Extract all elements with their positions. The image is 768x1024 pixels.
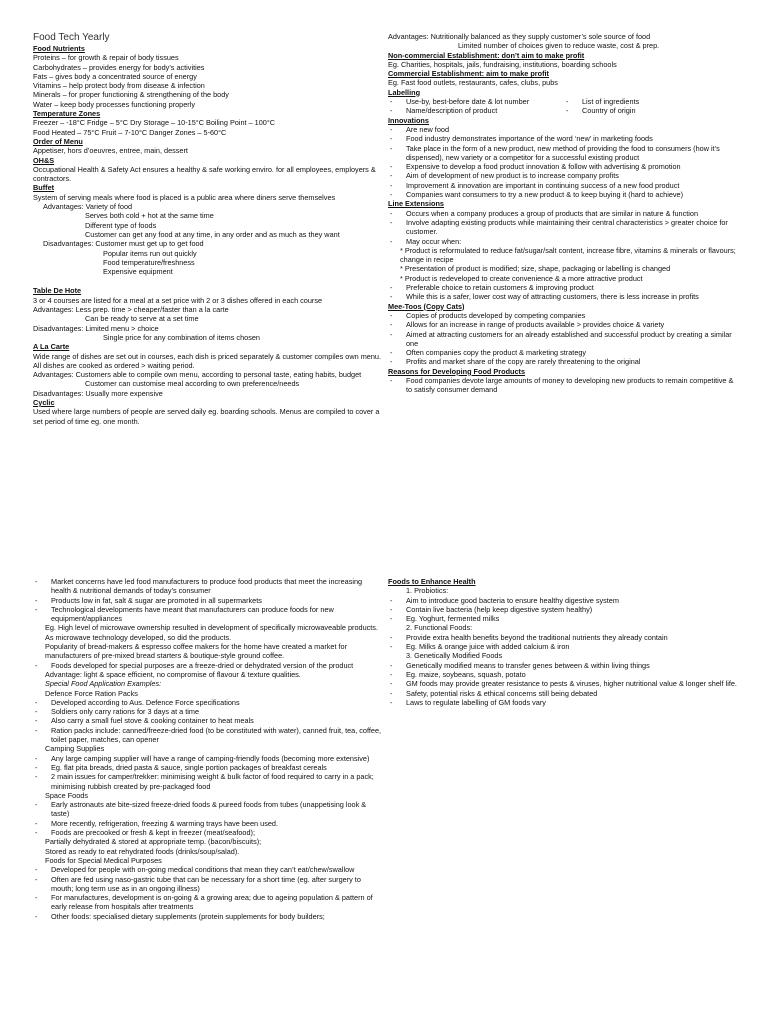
sub-line: * Product is redeveloped to create convenience & a more attractive product xyxy=(400,273,643,283)
bullet-item: - Technological developments have meant that manufacturers can produce foods for new equipment/appliances xyxy=(33,605,383,624)
bullet-item: - GM foods may provide greater resistance to pests & viruses, higher nutritional value & longer shelf life. xyxy=(388,679,740,688)
bullet-item: - Aimed at attracting customers for an already established and successful product by creating a similar one xyxy=(388,330,740,349)
bullet-item: - Companies want consumers to try a new product & to keep buying it (hard to achieve) xyxy=(388,190,740,199)
bullet-item: - While this is a safer, lower cost way of attracting customers, there is less increase in profits xyxy=(388,292,740,301)
indented-line: Limited number of choices given to reduce waste, cost & prep. xyxy=(458,41,660,51)
label-item: - Name/description of product xyxy=(388,106,564,115)
bullet-item: - More recently, refrigeration, freezing & warming trays have been used. xyxy=(33,819,383,828)
indented-line: Serves both cold + hot at the same time xyxy=(85,211,214,221)
bullet-item: - Aim to introduce good bacteria to ensure healthy digestive system xyxy=(388,596,740,605)
numbered-heading: 3. Genetically Modified Foods xyxy=(406,651,503,661)
bullet-item: - Involve adapting existing products while maintaining their central characteristics > greater choice for customer. xyxy=(388,218,740,237)
numbered-heading: 2. Functional Foods: xyxy=(406,623,473,633)
bullet-item: - Expensive to develop a food product innovation & follow with advertising & promotion xyxy=(388,162,740,171)
bottom-left-column xyxy=(33,577,383,921)
sub-line: Space Foods xyxy=(45,790,88,800)
section-heading: Order of Menu xyxy=(33,136,83,146)
indented-line: Expensive equipment xyxy=(103,267,173,277)
sub-line: Eg. High level of microwave ownership resulted in development of specifically microwaveable products. As microwave technology developed, so did the products. xyxy=(45,623,378,642)
bullet-item: - 2 main issues for camper/trekker: minimising weight & bulk factor of food required to carry in a pack; minimising rubbish created by pre-packaged food xyxy=(33,772,383,791)
indented-line: Customer can customise meal according to own preference/needs xyxy=(85,379,300,389)
section-heading: Innovations xyxy=(388,115,429,125)
indented-line: Advantages: Variety of food xyxy=(43,202,133,212)
bullet-item: - Developed for people with on-going medical conditions that mean they can’t eat/chew/swallow xyxy=(33,865,383,874)
sub-line: * Presentation of product is modified; size, shape, packaging or labelling is changed xyxy=(400,264,671,274)
top-left-column xyxy=(33,32,383,426)
bullet-item: - Eg. flat pita breads, dried pasta & sauce, single portion packages of breakfast cereals xyxy=(33,763,383,772)
paragraph: Food Heated – 75°C Fruit – 7-10°C Danger Zones – 5-60°C xyxy=(33,127,227,137)
paragraph: Fats – gives body a concentrated source of energy xyxy=(33,71,197,81)
section-heading: Labelling xyxy=(388,87,421,97)
bullet-item: - Laws to regulate labelling of GM foods vary xyxy=(388,698,740,707)
sub-line: * Product is reformulated to reduce fat/sugar/salt content, increase fibre, vitamins & minerals or flavours; change in recipe xyxy=(400,245,736,265)
section-heading: Cyclic xyxy=(33,397,55,407)
paragraph: Eg. Fast food outlets, restaurants, cafes, clubs, pubs xyxy=(388,78,558,88)
bullet-item: - Occurs when a company produces a group of products that are similar in nature & function xyxy=(388,209,740,218)
paragraph: 3 or 4 courses are listed for a meal at a set price with 2 or 3 dishes offered in each course xyxy=(33,295,323,305)
paragraph: Proteins – for growth & repair of body tissues xyxy=(33,53,179,63)
label-item: - List of ingredients xyxy=(564,97,740,106)
section-heading: A La Carte xyxy=(33,342,70,352)
bullet-item: - Other foods: specialised dietary supplements (protein supplements for body builders; xyxy=(33,912,383,921)
indented-line: Disadvantages: Customer must get up to get food xyxy=(43,239,204,249)
paragraph: Used where large numbers of people are served daily eg. boarding schools. Menus are compiled to cover a set period of time eg. one month. xyxy=(33,407,380,426)
sub-line: Advantage: light & space efficient, no compromise of flavour & texture qualities. xyxy=(45,669,301,679)
paragraph: System of serving meals where food is placed is a public area where diners serve themselves xyxy=(33,192,336,202)
spacer xyxy=(33,276,383,286)
bullet-item: - Are new food xyxy=(388,125,740,134)
bullet-item: - Market concerns have led food manufacturers to produce food products that meet the increasing health & nutritional demands of today’s consumer xyxy=(33,577,383,596)
section-heading: Reasons for Developing Food Products xyxy=(388,366,526,376)
paragraph: Occupational Health & Safety Act ensures a healthy & safe working enviro. for all employees, employers & contractors. xyxy=(33,164,376,184)
label-item: - Country of origin xyxy=(564,106,740,115)
sub-line: Foods for Special Medical Purposes xyxy=(45,855,162,865)
section-heading: OH&S xyxy=(33,155,55,165)
bullet-item: - Take place in the form of a new product, new method of providing the food to consumers (how it’s dispensed), new variety or a competitor for a successful existing product xyxy=(388,144,740,163)
indented-line: Single price for any combination of items chosen xyxy=(103,332,260,342)
bullet-item: - Contain live bacteria (help keep digestive system healthy) xyxy=(388,605,740,614)
bullet-item: - For manufactures, development is on-going & a growing area; due to ageing population & pattern of early release from hospitals after treatments xyxy=(33,893,383,912)
paragraph: Disadvantages: Limited menu > choice xyxy=(33,323,159,333)
document-title: Food Tech Yearly xyxy=(33,32,110,43)
section-heading: Non-commercial Establishment: don’t aim to make profit xyxy=(388,50,585,60)
indented-line: Can be ready to serve at a set time xyxy=(85,314,199,324)
bullet-item: - Eg. maize, soybeans, squash, potato xyxy=(388,670,740,679)
bullet-item: - Safety, potential risks & ethical concerns still being debated xyxy=(388,689,740,698)
sub-line: Partially dehydrated & stored at appropriate temp. (bacon/biscuits); xyxy=(45,837,262,847)
paragraph: Minerals – for proper functioning & strengthening of the body xyxy=(33,90,229,100)
section-heading: Commercial Establishment: aim to make profit xyxy=(388,69,549,79)
bullet-item: - Ration packs include: canned/freeze-dried food (to be constituted with water), canned fruit, tea, coffee, toilet paper, matches, can opener xyxy=(33,726,383,745)
indented-line: Popular items run out quickly xyxy=(103,248,197,258)
bullet-item: - Foods are precooked or fresh & kept in freezer (meat/seafood); xyxy=(33,828,383,837)
bullet-item: - Food industry demonstrates importance of the word ‘new’ in marketing foods xyxy=(388,134,740,143)
paragraph: Advantages: Less prep. time > cheaper/faster than a la carte xyxy=(33,305,229,315)
bullet-item: - Also carry a small fuel stove & cooking container to heat meals xyxy=(33,716,383,725)
section-heading: Food Nutrients xyxy=(33,44,85,53)
sub-line: Camping Supplies xyxy=(45,744,105,754)
bullet-item: - Provide extra health benefits beyond the traditional nutrients they already contain xyxy=(388,633,740,642)
section-heading: Temperature Zones xyxy=(33,109,101,119)
bullet-item: - Often companies copy the product & marketing strategy xyxy=(388,348,740,357)
bullet-item: - Allows for an increase in range of products available > provides choice & variety xyxy=(388,320,740,329)
numbered-heading: 1. Probiotics: xyxy=(406,586,449,596)
indented-line: Food temperature/freshness xyxy=(103,257,195,267)
indented-line: Customer can get any food at any time, in any order and as much as they want xyxy=(85,229,340,239)
sub-line: Popularity of bread-makers & espresso coffee makers for the home have created a market for manufacturers of pre-mixed bread starters & boutique-style ground coffee. xyxy=(45,642,348,661)
bullet-item: - Often are fed using naso-gastric tube that can be necessary for a short time (eg. after surgery to mouth; long term use as in an ongoing illness) xyxy=(33,875,383,894)
section-heading: Line Extensions xyxy=(388,199,444,209)
bullet-item: - Food companies devote large amounts of money to developing new products to remain competitive & to satisfy consumer demand xyxy=(388,376,740,395)
bullet-item: - Preferable choice to retain customers & improving product xyxy=(388,283,740,292)
paragraph: Advantages: Customers able to compile own menu, according to personal taste, eating habits, budget xyxy=(33,370,362,380)
paragraph: Disadvantages: Usually more expensive xyxy=(33,388,163,398)
bullet-item: - Genetically modified means to transfer genes between & within living things xyxy=(388,661,740,670)
bullet-item: - Improvement & innovation are important in continuing success of a new food product xyxy=(388,181,740,190)
bullet-item: - Aim of development of new product is to increase company profits xyxy=(388,171,740,180)
top-right-column xyxy=(388,32,740,395)
bullet-item: - Eg. Milks & orange juice with added calcium & iron xyxy=(388,642,740,651)
bullet-item: - Foods developed for special purposes are a freeze-dried or dehydrated version of the product xyxy=(33,661,383,670)
paragraph: Vitamins – help protect body from disease & infection xyxy=(33,81,205,91)
paragraph: Freezer – -18°C Fridge – 5°C Dry Storage – 10-15°C Boiling Point – 100°C xyxy=(33,118,276,128)
sub-heading: Special Food Application Examples: xyxy=(45,679,162,689)
bullet-item: - Copies of products developed by competing companies xyxy=(388,311,740,320)
label-row xyxy=(388,97,740,106)
sub-line: Stored as ready to eat rehydrated foods (drinks/soup/salad). xyxy=(45,846,240,856)
bullet-item: - Developed according to Aus. Defence Force specifications xyxy=(33,698,383,707)
section-heading: Buffet xyxy=(33,183,55,193)
label-item: - Use-by, best-before date & lot number xyxy=(388,97,564,106)
paragraph: Advantages: Nutritionally balanced as they supply customer’s sole source of food xyxy=(388,32,651,41)
paragraph: Water – keep body processes functioning properly xyxy=(33,99,195,109)
bullet-item: - Early astronauts ate bite-sized freeze-dried foods & pureed foods from tubes (unappetising look & taste) xyxy=(33,800,383,819)
bullet-item: - Any large camping supplier will have a range of camping-friendly foods (becoming more extensive) xyxy=(33,754,383,763)
indented-line: Different type of foods xyxy=(85,220,157,230)
section-heading: Mee-Toos (Copy Cats) xyxy=(388,301,465,311)
bullet-item: - Profits and market share of the copy are rarely threatening to the original xyxy=(388,357,740,366)
section-heading: Foods to Enhance Health xyxy=(388,577,476,586)
label-row xyxy=(388,106,740,115)
bullet-item: - Products low in fat, salt & sugar are promoted in all supermarkets xyxy=(33,596,383,605)
bullet-item: - May occur when: xyxy=(388,237,740,246)
bullet-item: - Soldiers only carry rations for 3 days at a time xyxy=(33,707,383,716)
bottom-right-column xyxy=(388,577,740,707)
sub-line: Defence Force Ration Packs xyxy=(45,688,138,698)
paragraph: Appetiser, hors d’oeuvres, entree, main, dessert xyxy=(33,146,188,156)
section-heading: Table De Hote xyxy=(33,286,82,296)
paragraph: Carbohydrates – provides energy for body’s activities xyxy=(33,62,205,72)
paragraph: Eg. Charities, hospitals, jails, fundraising, institutions, boarding schools xyxy=(388,59,617,69)
bullet-item: - Eg. Yoghurt, fermented milks xyxy=(388,614,740,623)
paragraph: Wide range of dishes are set out in courses, each dish is priced separately & customer compiles own menu. All dishes are cooked as ordered > waiting period. xyxy=(33,351,381,370)
